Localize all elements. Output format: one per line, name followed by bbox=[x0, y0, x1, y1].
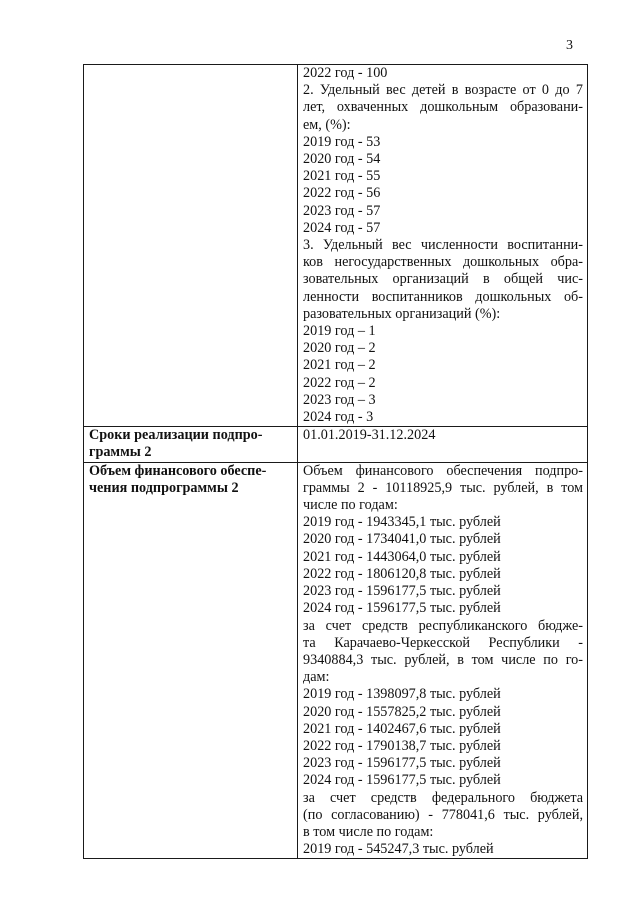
content-line: ленности воспитанников дошкольных об- bbox=[303, 288, 583, 305]
content-line: 2020 год - 54 bbox=[303, 151, 381, 168]
content-cell-financing-volume bbox=[298, 462, 588, 859]
label-cell-indicators bbox=[84, 65, 298, 427]
content-line: 2021 год – 2 bbox=[303, 357, 376, 374]
content-line: ем, (%): bbox=[303, 116, 351, 133]
content-line: 2020 год - 1734041,0 тыс. рублей bbox=[303, 531, 501, 548]
content-line: 2021 год - 1402467,6 тыс. рублей bbox=[303, 720, 501, 737]
content-line: 2022 год - 1790138,7 тыс. рублей bbox=[303, 737, 501, 754]
content-line: дам: bbox=[303, 669, 330, 686]
content-line: 2022 год – 2 bbox=[303, 374, 376, 391]
content-line: за счет средств федерального бюджета bbox=[303, 789, 583, 806]
content-cell-indicators bbox=[298, 65, 588, 427]
row-label-line: чения подпрограммы 2 bbox=[89, 479, 239, 496]
program-passport-table bbox=[83, 64, 588, 859]
content-line: 2021 год - 1443064,0 тыс. рублей bbox=[303, 548, 501, 565]
label-cell-implementation-period bbox=[84, 427, 298, 462]
content-line: зовательных организаций в общей чис- bbox=[303, 271, 583, 288]
content-line: 2. Удельный вес детей в возрасте от 0 до 7 bbox=[303, 82, 583, 99]
content-line: 3. Удельный вес численности воспитанни- bbox=[303, 237, 583, 254]
content-line: 2019 год – 1 bbox=[303, 323, 376, 340]
content-line: 2019 год - 545247,3 тыс. рублей bbox=[303, 841, 494, 858]
row-label-line: граммы 2 bbox=[89, 444, 152, 461]
content-line: 2022 год - 1806120,8 тыс. рублей bbox=[303, 565, 501, 582]
row-label-line: Объем финансового обеспе- bbox=[89, 462, 267, 479]
content-line: 2020 год – 2 bbox=[303, 340, 376, 357]
content-line: 2019 год - 1943345,1 тыс. рублей bbox=[303, 514, 501, 531]
label-cell-financing-volume bbox=[84, 462, 298, 859]
row-label-line: Сроки реализации подпро- bbox=[89, 427, 263, 444]
content-line: граммы 2 - 10118925,9 тыс. рублей, в том bbox=[303, 479, 583, 496]
content-line: за счет средств республиканского бюдже- bbox=[303, 617, 583, 634]
content-line: в том числе по годам: bbox=[303, 823, 434, 840]
table-row-implementation-period bbox=[84, 427, 588, 462]
page-number: 3 bbox=[566, 38, 573, 53]
content-line: (по согласованию) - 778041,6 тыс. рублей, bbox=[303, 806, 583, 823]
content-line: 01.01.2019-31.12.2024 bbox=[303, 427, 436, 444]
content-line: 2023 год – 3 bbox=[303, 391, 376, 408]
content-line: 2024 год - 3 bbox=[303, 409, 374, 426]
content-line: 2021 год - 55 bbox=[303, 168, 381, 185]
content-line: 9340884,3 тыс. рублей, в том числе по го- bbox=[303, 651, 583, 668]
content-line: 2019 год - 1398097,8 тыс. рублей bbox=[303, 686, 501, 703]
table-row-indicators bbox=[84, 65, 588, 427]
content-line: 2020 год - 1557825,2 тыс. рублей bbox=[303, 703, 501, 720]
content-line: та Карачаево-Черкесской Республики - bbox=[303, 634, 583, 651]
content-line: лет, охваченных дошкольным образовани- bbox=[303, 99, 583, 116]
table-row-financing-volume bbox=[84, 462, 588, 859]
content-line: 2023 год - 1596177,5 тыс. рублей bbox=[303, 583, 501, 600]
content-line: 2023 год - 1596177,5 тыс. рублей bbox=[303, 755, 501, 772]
content-line: 2022 год - 56 bbox=[303, 185, 381, 202]
content-line: 2024 год - 1596177,5 тыс. рублей bbox=[303, 600, 501, 617]
content-cell-implementation-period bbox=[298, 427, 588, 462]
content-line: 2019 год - 53 bbox=[303, 133, 381, 150]
content-line: 2024 год - 1596177,5 тыс. рублей bbox=[303, 772, 501, 789]
content-line: числе по годам: bbox=[303, 497, 398, 514]
content-line: Объем финансового обеспечения подпро- bbox=[303, 462, 583, 479]
content-line: разовательных организаций (%): bbox=[303, 305, 501, 322]
content-line: 2024 год - 57 bbox=[303, 219, 381, 236]
content-line: ков негосударственных дошкольных обра- bbox=[303, 254, 583, 271]
content-line: 2023 год - 57 bbox=[303, 202, 381, 219]
content-line: 2022 год - 100 bbox=[303, 65, 388, 81]
